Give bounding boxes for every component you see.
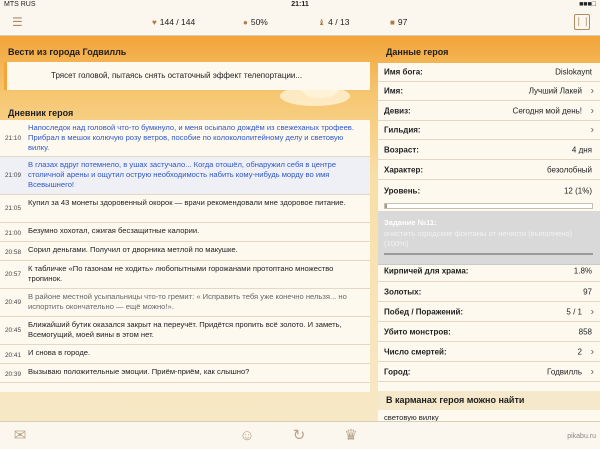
- age-row: [378, 140, 600, 160]
- money-value: 97: [397, 17, 408, 27]
- age-label: Возраст:: [384, 145, 419, 154]
- clock: 21:11: [291, 1, 309, 8]
- chat-icon[interactable]: ✉: [13, 427, 27, 444]
- motto-value: Сегодня мой день!: [512, 106, 582, 115]
- name-row[interactable]: [378, 82, 600, 101]
- diary-entry: [0, 223, 370, 242]
- deaths-row[interactable]: [378, 342, 600, 362]
- deaths-value: 2: [577, 347, 582, 356]
- diary-entry-time: 20:41: [5, 352, 21, 359]
- hero-panel: [378, 63, 600, 400]
- news-panel: [4, 62, 370, 90]
- pockets-list: [378, 410, 600, 421]
- diary-entry: [0, 317, 370, 345]
- gold-label: Золотых:: [384, 287, 422, 296]
- quest-text: очистить городские фонтаны от нечисти (выполнено) (100%): [384, 229, 573, 248]
- diary-entry-time: 21:00: [5, 230, 21, 237]
- guild-label: Гильдия:: [384, 125, 421, 135]
- name-value: Лучший Лакей: [528, 86, 582, 96]
- gold-value: 97: [583, 287, 592, 296]
- hero-title: Данные героя: [386, 47, 449, 57]
- town-label: Город:: [384, 367, 411, 376]
- level-row: [378, 180, 600, 202]
- news-title: Вести из города Годвилль: [8, 47, 127, 57]
- health-value: 144 / 144: [159, 17, 196, 27]
- watermark: pikabu.ru: [567, 433, 596, 440]
- diary-entry-time: 20:49: [5, 299, 21, 306]
- diary-entry-text: Ближайший бутик оказался закрыт на переучёт. Придётся пропить всё золото. И заметь, Всемогущий, моей вины в этом нет.: [28, 320, 342, 339]
- age-value: 4 дня: [571, 145, 592, 154]
- wins-value: 5 / 1: [566, 307, 582, 316]
- diary-entry-text: И снова в городе.: [28, 348, 91, 357]
- chevron-right-icon: ›: [590, 124, 594, 136]
- top-bar: [0, 10, 600, 36]
- quest-progress-fill: [384, 253, 593, 255]
- chevron-right-icon: ›: [590, 346, 594, 357]
- kills-value: 858: [578, 327, 592, 336]
- inventory-value: 4 / 13: [328, 17, 350, 27]
- deaths-label: Число смертей:: [384, 347, 447, 356]
- kills-row: [378, 322, 600, 342]
- diary-entry-text: Напоследок над головой что-то бумкнуло, и меня осыпало дождём из свежеханых трофеев. Прибрал в мешок колючую розу ветров, пособие по колокололитейному делу и световую вилку.: [28, 123, 354, 152]
- diary-entry-text: Купил за 43 монеты здоровенный окорок — врачи рекомендовали мне здоровое питание.: [28, 198, 346, 207]
- level-label: Уровень:: [384, 186, 421, 196]
- diary-entry: [0, 242, 370, 261]
- chevron-right-icon: ›: [590, 85, 594, 97]
- quest-title: Задание №11:: [384, 218, 437, 227]
- level-value: 12 (1%): [563, 186, 592, 196]
- god-row: [378, 63, 600, 82]
- diary-entry-time: 21:05: [5, 205, 21, 212]
- diary-entry-time: 20:39: [5, 371, 21, 378]
- diary-entry: [0, 364, 370, 383]
- carrier-label: MTS RUS: [4, 1, 36, 8]
- chevron-right-icon: ›: [590, 366, 594, 377]
- diary-entry-text: Вызываю положительные эмоции. Приём-приём, как слышно?: [28, 367, 250, 376]
- diary-entry: [0, 120, 370, 157]
- refresh-tab-icon[interactable]: ↻: [292, 427, 306, 444]
- motto-row[interactable]: [378, 101, 600, 121]
- status-bar: [0, 0, 600, 10]
- diary-panel: [0, 120, 370, 392]
- god-value: Dislokaynt: [555, 67, 592, 77]
- town-value: Годвилль: [547, 367, 582, 376]
- news-text: Трясет головой, пытаясь снять остаточный эффект телепортации...: [51, 71, 303, 80]
- diary-entry: [0, 345, 370, 364]
- bricks-label: Кирпичей для храма:: [384, 266, 469, 275]
- heart-icon: ♥: [152, 17, 157, 27]
- diary-entry-text: Сорил деньгами. Получил от дворника метлой по макушке.: [28, 245, 238, 254]
- bag-icon: ♝: [318, 17, 326, 27]
- kills-label: Убито монстров:: [384, 327, 451, 336]
- trophy-tab-icon[interactable]: ♛: [344, 427, 358, 444]
- motto-label: Девиз:: [384, 106, 411, 115]
- diary-entry-time: 21:10: [5, 134, 21, 142]
- hero-tab-icon[interactable]: ☺: [239, 427, 255, 444]
- menu-icon[interactable]: ☰: [12, 15, 23, 29]
- diary-title: Дневник героя: [8, 108, 74, 118]
- name-label: Имя:: [384, 86, 403, 96]
- character-value: безолобный: [546, 165, 592, 174]
- chevron-right-icon: ›: [590, 105, 594, 116]
- character-row: [378, 160, 600, 180]
- pockets-title: В карманах героя можно найти: [378, 391, 600, 413]
- guild-row[interactable]: [378, 121, 600, 140]
- inventory-stat: [318, 17, 349, 27]
- diary-entry-time: 20:58: [5, 249, 21, 256]
- health-stat: [152, 17, 195, 27]
- diary-entry: [0, 157, 370, 195]
- pocket-item[interactable]: световую вилку: [384, 413, 439, 421]
- bricks-value: 1.8%: [573, 266, 592, 275]
- money-stat: [390, 17, 407, 27]
- battery-icon: ■■■□: [579, 1, 596, 8]
- gold-row: [378, 282, 600, 302]
- wins-label: Побед / Поражений:: [384, 307, 464, 316]
- quest-block: [378, 211, 600, 265]
- chevron-right-icon: ›: [590, 306, 594, 317]
- wins-row[interactable]: [378, 302, 600, 322]
- book-icon[interactable]: ❘❘: [574, 14, 590, 30]
- level-progress-fill: [385, 204, 387, 208]
- gold-percent-value: 50%: [250, 17, 268, 27]
- money-bag-icon: ■: [390, 17, 395, 27]
- diary-entry-text: В глазах вдруг потемнело, в ушах застучало... Когда отошёл, обнаружил себя в центре столичной арены и ощутил острую необходимость набить кому-нибудь морду во имя Всевышнего!: [28, 160, 337, 189]
- diary-entry-time: 20:45: [5, 327, 21, 334]
- diary-entry: [0, 289, 370, 317]
- quest-progress-bar: [384, 253, 593, 255]
- tab-bar: [0, 421, 600, 449]
- diary-entry-text: К табличке «По газонам не ходить» любопытными горожанами протоптано множество тропинок.: [28, 264, 334, 283]
- character-label: Характер:: [384, 165, 424, 174]
- diary-entry: [0, 195, 370, 223]
- diary-entry-time: 21:09: [5, 172, 21, 179]
- level-progress-bar: [384, 203, 593, 209]
- diary-entry-text: В районе местной усыпальницы что-то гремит: « Исправить тебя уже конечно нельзя... но испортить окончательно — ещё можно!».: [28, 292, 347, 311]
- town-row[interactable]: [378, 362, 600, 382]
- god-label: Имя бога:: [384, 67, 423, 77]
- diary-entry-text: Безумно хохотал, сжигая бесзащитные калории.: [28, 226, 200, 235]
- gold-percent-stat: [243, 17, 268, 27]
- bricks-row: [378, 260, 600, 282]
- diary-entry-time: 20:57: [5, 271, 21, 278]
- diary-entry: [0, 261, 370, 289]
- coin-icon: ●: [243, 17, 248, 27]
